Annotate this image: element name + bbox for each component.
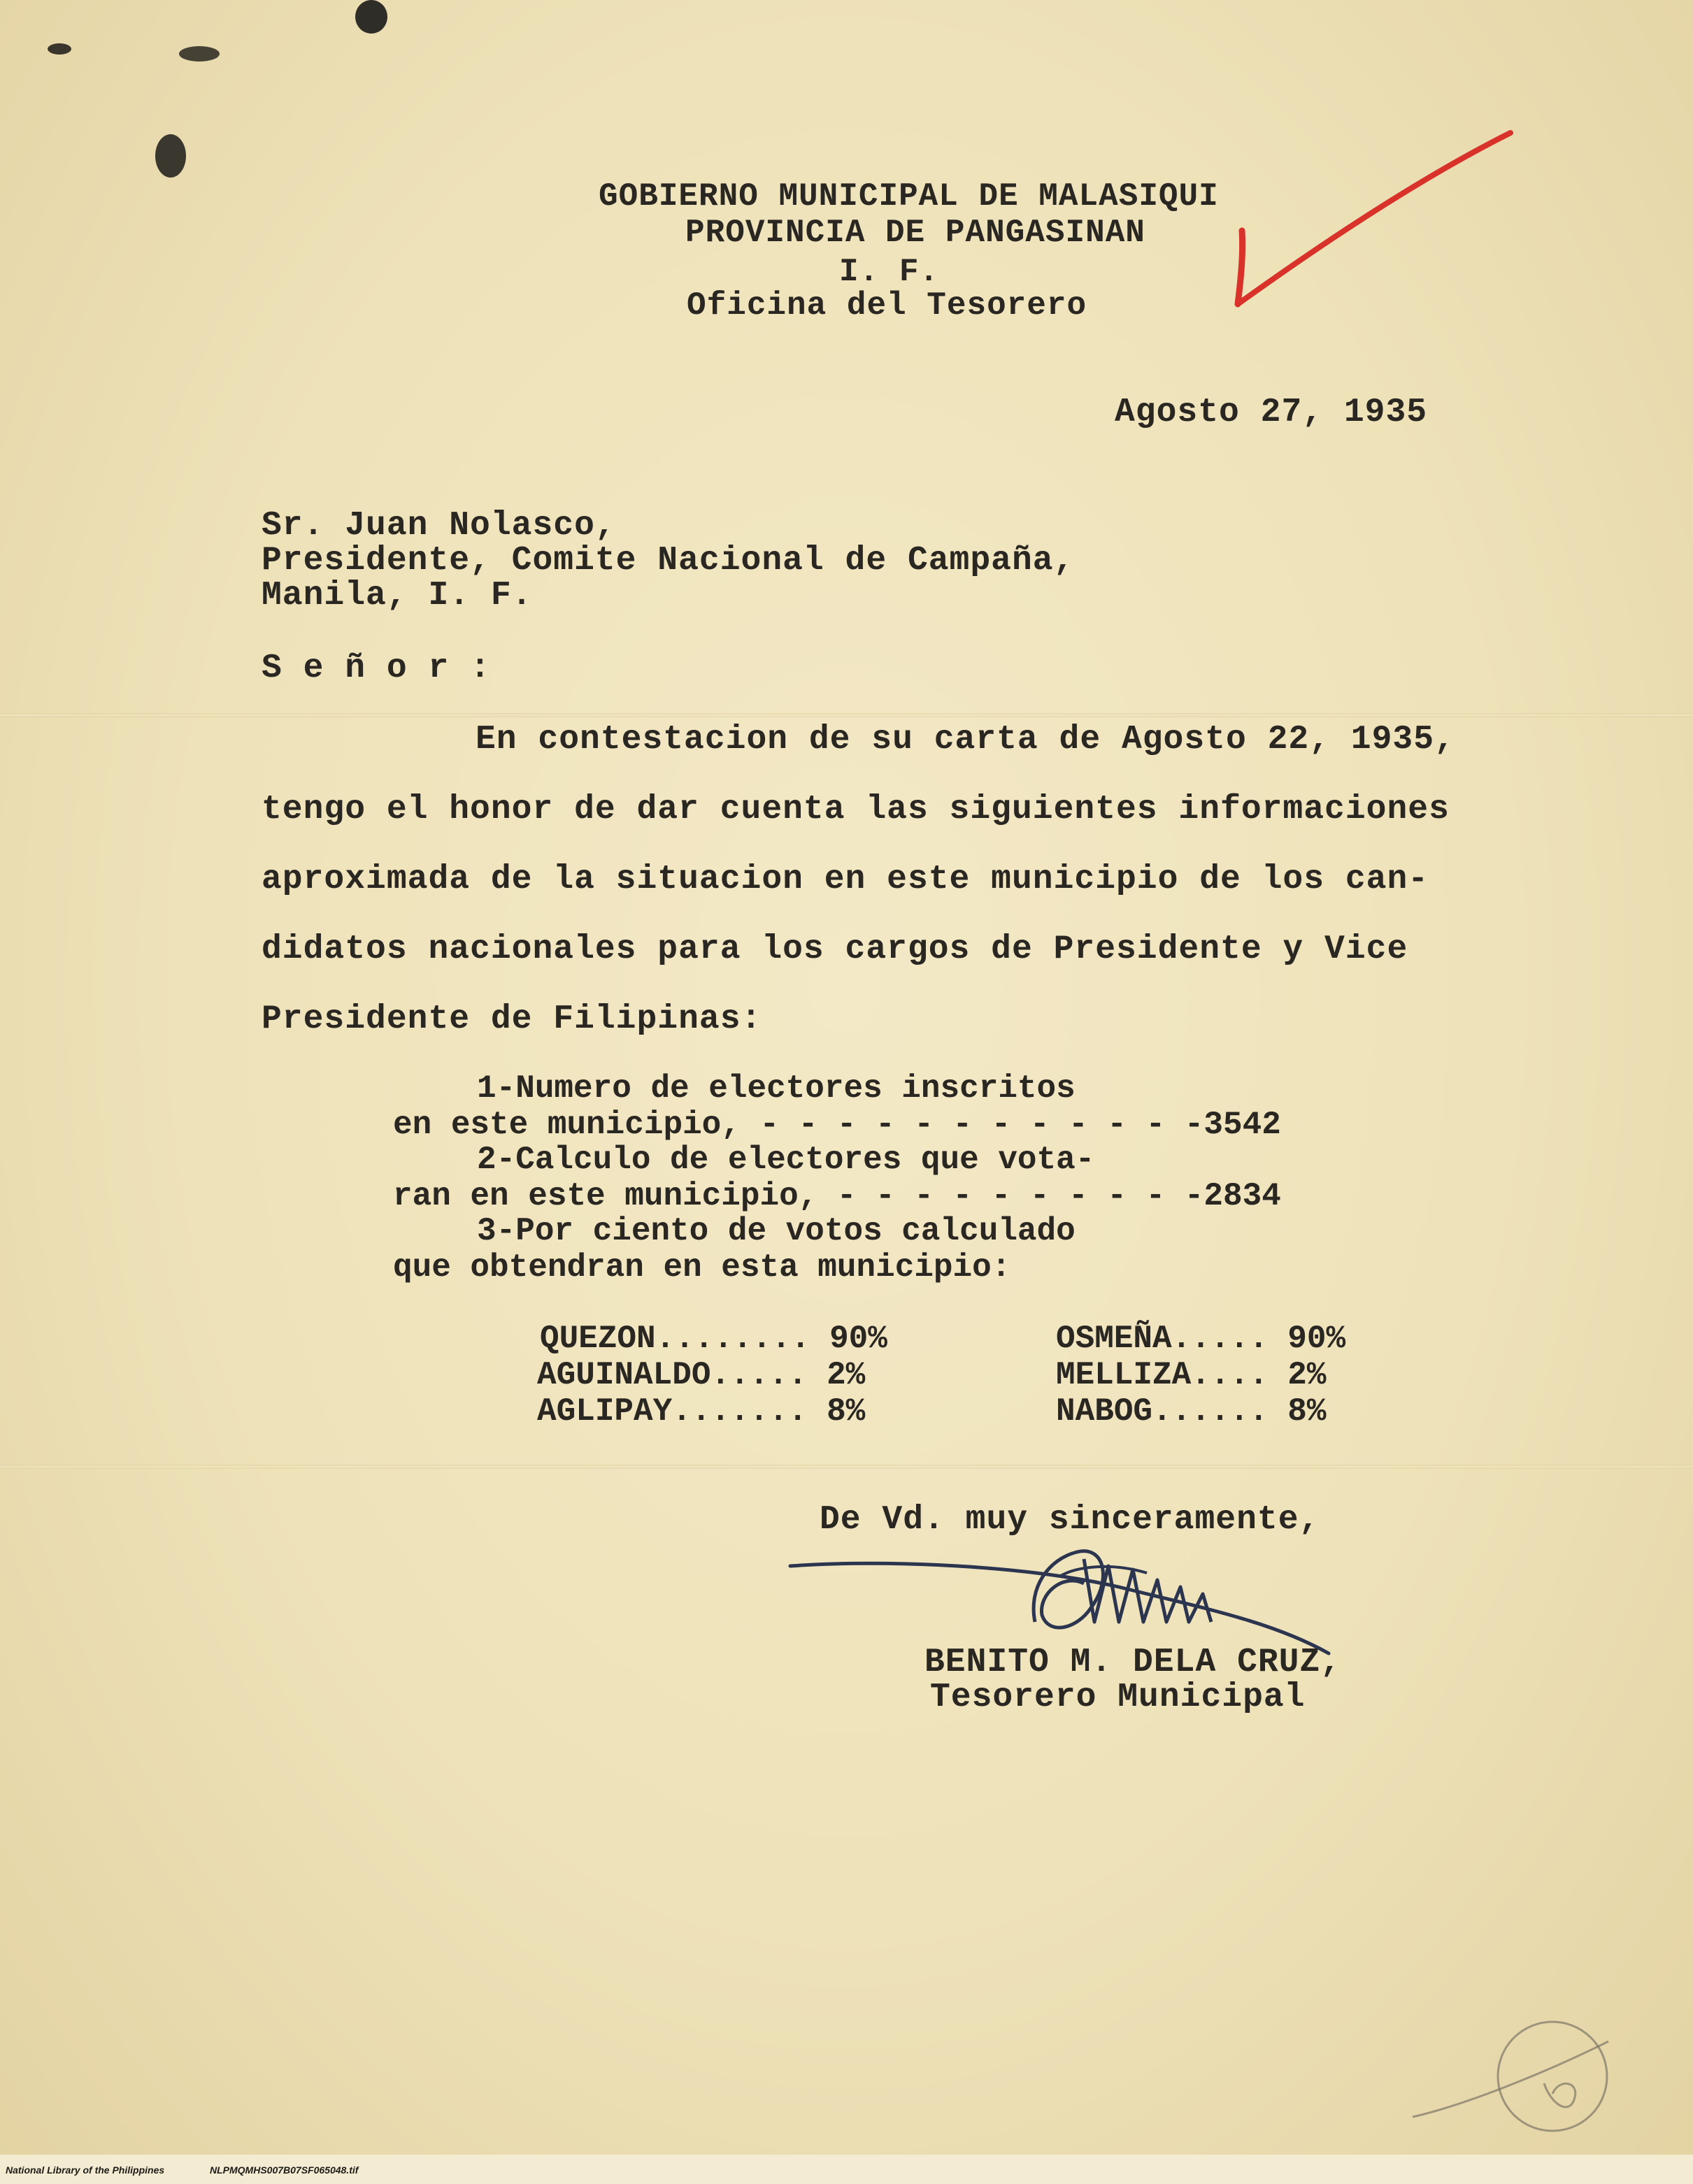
fold-line	[0, 1465, 1693, 1469]
addressee-name: Sr. Juan Nolasco,	[262, 507, 616, 545]
header-province: PROVINCIA DE PANGASINAN	[685, 215, 1145, 251]
pencil-monogram	[1413, 1999, 1615, 2153]
item-vote-percent-intro: que obtendran en esta municipio:	[393, 1249, 1011, 1286]
item-expected-voters: 2-Calculo de electores que vota-	[477, 1142, 1095, 1178]
candidate-percentage: QUEZON........ 90%	[540, 1321, 887, 1357]
footer-filename: NLPMQMHS007B07SF065048.tif	[210, 2164, 359, 2176]
item-vote-percent: 3-Por ciento de votos calculado	[477, 1213, 1076, 1249]
signature	[783, 1517, 1371, 1664]
item-expected-voters-value: ran en este municipio, - - - - - - - - - -2834	[393, 1178, 1281, 1214]
addressee-city: Manila, I. F.	[262, 577, 533, 615]
candidate-percentage: OSMEÑA..... 90%	[1056, 1321, 1346, 1357]
body-line: didatos nacionales para los cargos de Presidente y Vice	[262, 931, 1408, 968]
red-check-mark	[1189, 119, 1524, 322]
letter-date: Agosto 27, 1935	[1115, 394, 1428, 431]
closing: De Vd. muy sinceramente,	[820, 1501, 1320, 1539]
header-office: Oficina del Tesorero	[687, 287, 1087, 324]
ink-blot	[48, 43, 71, 55]
signatory-name: BENITO M. DELA CRUZ,	[924, 1644, 1342, 1681]
candidate-percentage: AGLIPAY....... 8%	[537, 1393, 866, 1430]
ink-blot	[179, 46, 220, 62]
salutation: S e ñ o r :	[262, 649, 491, 687]
body-line: En contestacion de su carta de Agosto 22, 1935,	[476, 721, 1455, 759]
footer-library: National Library of the Philippines	[6, 2164, 165, 2176]
candidate-percentage: NABOG...... 8%	[1056, 1393, 1327, 1430]
body-line: tengo el honor de dar cuenta las siguientes informaciones	[262, 791, 1450, 828]
item-registered-voters: 1-Numero de electores inscritos	[477, 1070, 1076, 1107]
header-municipality: GOBIERNO MUNICIPAL DE MALASIQUI	[599, 178, 1219, 215]
signatory-title: Tesorero Municipal	[930, 1679, 1306, 1716]
fold-line	[0, 713, 1693, 717]
candidate-percentage: MELLIZA.... 2%	[1056, 1357, 1327, 1393]
item-registered-voters-value: en este municipio, - - - - - - - - - - - -3542	[393, 1107, 1281, 1143]
ink-blot	[155, 134, 186, 178]
addressee-title: Presidente, Comite Nacional de Campaña,	[262, 542, 1075, 580]
body-line: aproximada de la situacion en este municipio de los can-	[262, 861, 1429, 898]
candidate-percentage: AGUINALDO..... 2%	[537, 1357, 866, 1393]
body-line: Presidente de Filipinas:	[262, 1000, 762, 1038]
ink-blot	[355, 0, 387, 34]
header-islands: I. F.	[839, 254, 940, 290]
